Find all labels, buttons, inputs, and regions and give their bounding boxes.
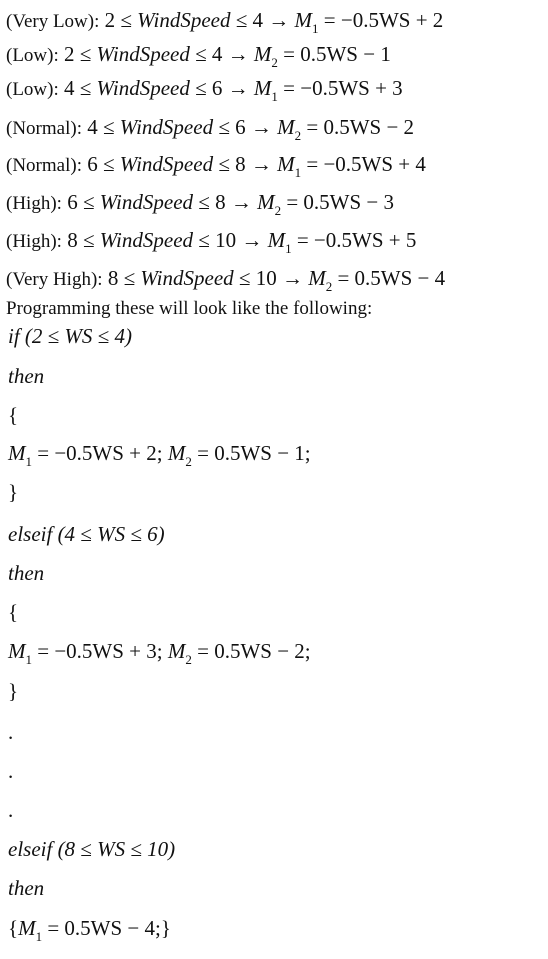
rule-lower-bound: 4 <box>87 115 98 139</box>
rule-rhs: = −0.5WS + 4 <box>306 152 426 176</box>
code-elseif: elseif (8 ≤ WS ≤ 10) <box>8 837 176 861</box>
m-subscript: 2 <box>294 128 302 143</box>
rule-rhs: = −0.5WS + 3 <box>283 76 403 100</box>
code-elseif: elseif (4 ≤ WS ≤ 6) <box>8 522 165 546</box>
le-symbol: ≤ <box>238 266 251 290</box>
rule-row <box>6 188 394 216</box>
assign-m2: = 0.5WS − 2; <box>197 639 311 663</box>
m-var: M <box>253 76 272 100</box>
windspeed-var: WindSpeed <box>96 76 190 100</box>
windspeed-var: WindSpeed <box>119 152 214 176</box>
rule-row <box>6 150 426 178</box>
rule-row <box>6 40 391 68</box>
assign-m1: = −0.5WS + 2; <box>37 441 163 465</box>
rule-category: (Low): <box>6 45 59 66</box>
arrow-icon: → <box>250 115 272 139</box>
rule-row <box>6 226 416 254</box>
le-symbol: ≤ <box>235 8 248 32</box>
rule-rhs: = 0.5WS − 3 <box>286 190 394 214</box>
code-ellipsis-dot: . <box>8 798 14 822</box>
le-symbol: ≤ <box>218 115 230 139</box>
arrow-icon: → <box>227 76 249 100</box>
rule-upper-bound: 8 <box>235 152 246 176</box>
m-subscript: 2 <box>185 652 192 667</box>
code-assignment <box>8 439 311 467</box>
le-symbol: ≤ <box>102 152 115 176</box>
rule-category: (Normal): <box>6 118 82 139</box>
m-subscript: 1 <box>25 652 32 667</box>
m-var: M <box>308 266 326 290</box>
m-subscript: 2 <box>271 55 278 70</box>
m-var: M <box>8 441 26 465</box>
windspeed-var: WindSpeed <box>99 228 194 252</box>
m-var: M <box>253 42 272 66</box>
le-symbol: ≤ <box>123 266 136 290</box>
rule-category: (Very High): <box>6 269 103 290</box>
rule-upper-bound: 6 <box>235 115 246 139</box>
m-subscript: 1 <box>294 165 302 180</box>
rule-rhs: = −0.5WS + 2 <box>323 8 444 32</box>
code-if: if (2 ≤ WS ≤ 4) <box>8 324 132 348</box>
le-symbol: ≤ <box>198 228 210 252</box>
rule-row <box>6 74 403 102</box>
rule-category: (Very Low): <box>6 11 100 32</box>
m-subscript: 2 <box>274 203 282 218</box>
rule-category: (Normal): <box>6 155 82 176</box>
le-symbol: ≤ <box>82 190 95 214</box>
rule-lower-bound: 6 <box>67 190 78 214</box>
rule-category: (High): <box>6 231 62 252</box>
arrow-icon: → <box>250 152 272 176</box>
arrow-icon: → <box>268 8 290 32</box>
code-assignment <box>8 637 311 665</box>
m-var: M <box>257 190 275 214</box>
intro-text: Programming these will look like the following: <box>6 298 373 319</box>
m-var: M <box>294 8 313 32</box>
rule-row <box>6 264 445 292</box>
windspeed-var: WindSpeed <box>96 42 190 66</box>
le-symbol: ≤ <box>102 115 115 139</box>
rule-lower-bound: 2 <box>64 42 75 66</box>
rule-upper-bound: 8 <box>215 190 226 214</box>
rule-rhs: = 0.5WS − 2 <box>306 115 415 139</box>
le-symbol: ≤ <box>218 152 230 176</box>
code-open-brace: { <box>8 403 19 427</box>
m-subscript: 1 <box>271 89 278 104</box>
le-symbol: ≤ <box>120 8 132 32</box>
rule-category: (Low): <box>6 79 59 100</box>
arrow-icon: → <box>281 266 303 290</box>
rule-category: (High): <box>6 193 62 214</box>
m-var: M <box>8 639 26 663</box>
code-then: then <box>8 364 45 388</box>
arrow-icon: → <box>241 228 263 252</box>
m-var: M <box>18 916 36 940</box>
rule-lower-bound: 8 <box>107 266 119 290</box>
rule-rhs: = −0.5WS + 5 <box>296 228 417 252</box>
rule-rhs: = 0.5WS − 4 <box>337 266 446 290</box>
rule-lower-bound: 2 <box>104 8 116 32</box>
m-subscript: 1 <box>285 241 292 256</box>
assign-m1: = −0.5WS + 3; <box>37 639 163 663</box>
m-var: M <box>277 152 295 176</box>
rule-row <box>6 6 443 34</box>
windspeed-var: WindSpeed <box>119 115 214 139</box>
code-then: then <box>8 876 45 900</box>
rule-lower-bound: 4 <box>64 76 75 100</box>
rule-upper-bound: 10 <box>255 266 277 290</box>
windspeed-var: WindSpeed <box>140 266 234 290</box>
code-then: then <box>8 561 45 585</box>
m-subscript: 1 <box>35 929 43 944</box>
le-symbol: ≤ <box>79 42 92 66</box>
code-close-brace: } <box>8 480 19 504</box>
code-open-brace: { <box>8 600 19 624</box>
windspeed-var: WindSpeed <box>99 190 194 214</box>
rule-upper-bound: 6 <box>211 76 223 100</box>
m-var: M <box>267 228 286 252</box>
le-symbol: ≤ <box>198 190 210 214</box>
rule-upper-bound: 10 <box>215 228 237 252</box>
rule-lower-bound: 8 <box>67 228 78 252</box>
m-var: M <box>167 639 186 663</box>
arrow-icon: → <box>227 42 249 66</box>
rule-rhs: = 0.5WS − 1 <box>283 42 391 66</box>
le-symbol: ≤ <box>79 76 92 100</box>
m-subscript: 1 <box>312 21 319 36</box>
le-symbol: ≤ <box>195 42 207 66</box>
m-subscript: 2 <box>185 454 192 469</box>
rule-row <box>6 113 414 141</box>
rule-upper-bound: 4 <box>252 8 264 32</box>
le-symbol: ≤ <box>195 76 207 100</box>
rule-lower-bound: 6 <box>87 152 98 176</box>
code-final-assignment <box>8 914 171 942</box>
m-var: M <box>167 441 186 465</box>
code-open-brace: { <box>8 916 19 940</box>
m-subscript: 2 <box>325 279 333 294</box>
code-ellipsis-dot: . <box>8 720 14 744</box>
assign-m2: = 0.5WS − 1; <box>197 441 311 465</box>
code-ellipsis-dot: . <box>8 759 14 783</box>
m-var: M <box>277 115 295 139</box>
arrow-icon: → <box>230 190 252 214</box>
code-close-brace: } <box>8 679 19 703</box>
windspeed-var: WindSpeed <box>137 8 231 32</box>
m-subscript: 1 <box>25 454 32 469</box>
rule-upper-bound: 4 <box>211 42 223 66</box>
le-symbol: ≤ <box>82 228 95 252</box>
assign-m1: = 0.5WS − 4;} <box>47 916 171 940</box>
